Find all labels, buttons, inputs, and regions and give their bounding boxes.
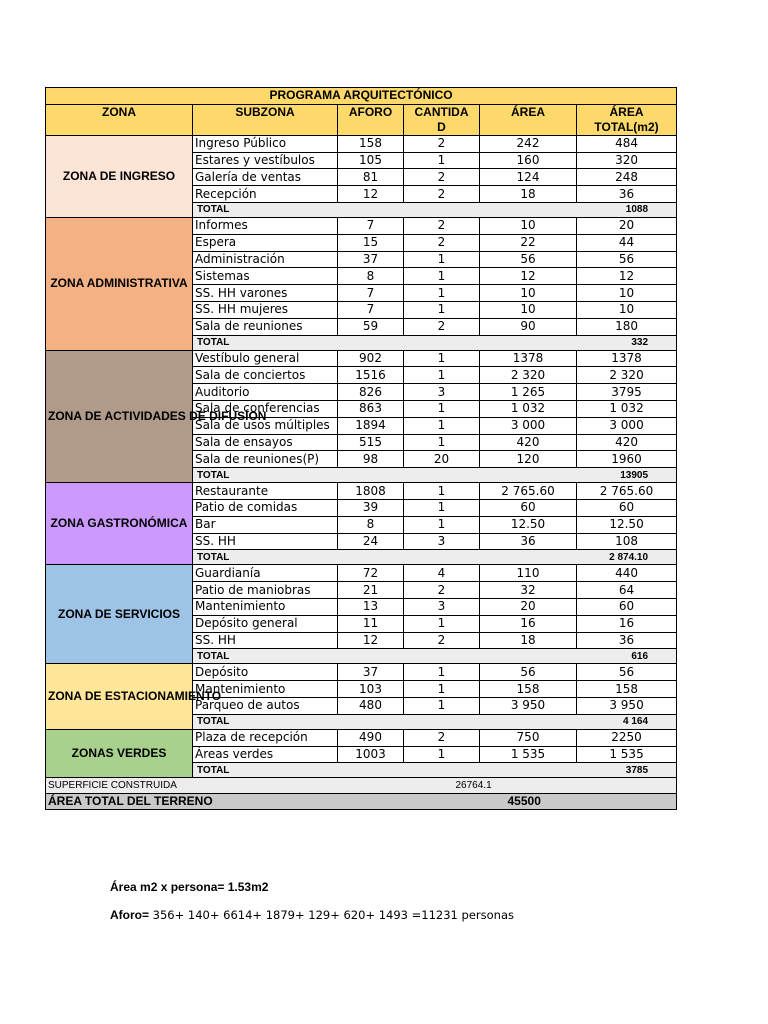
- aforo-value: 37: [338, 664, 404, 681]
- subzone-name: SS. HH: [193, 632, 338, 649]
- header-cantidad: CANTIDA D: [404, 104, 480, 135]
- table-row: [46, 664, 677, 681]
- superficie-construida-row: [46, 778, 677, 794]
- area-value: 124: [480, 169, 577, 186]
- cantidad-value: 1: [404, 516, 480, 533]
- zone-name: ZONA GASTRONÓMICA: [46, 483, 193, 565]
- zone-name: ZONAS VERDES: [46, 729, 193, 778]
- area-total-value: 320: [577, 152, 677, 169]
- subzone-name: Vestíbulo general: [193, 350, 338, 367]
- aforo-value: 902: [338, 350, 404, 367]
- area-total-value: 36: [577, 186, 677, 203]
- aforo-value: 515: [338, 434, 404, 451]
- area-total-value: 10: [577, 301, 677, 318]
- subzone-name: Sala de ensayos: [193, 434, 338, 451]
- aforo-value: 490: [338, 729, 404, 746]
- subzone-name: Espera: [193, 234, 338, 251]
- aforo-value: 21: [338, 582, 404, 599]
- area-total-value: 44: [577, 234, 677, 251]
- aforo-value: 11: [338, 615, 404, 632]
- aforo-value: 98: [338, 451, 404, 468]
- aforo-value: 158: [338, 135, 404, 152]
- program-table-container: [45, 87, 676, 810]
- area-value: 60: [480, 499, 577, 516]
- area-value: 2 765.60: [480, 483, 577, 500]
- table-row: [46, 217, 677, 234]
- note-aforo-label: Aforo=: [110, 908, 149, 922]
- area-value: 56: [480, 251, 577, 268]
- superficie-value: 26764.1: [338, 778, 677, 794]
- subzone-name: Sala de conferencias: [193, 400, 338, 417]
- cantidad-value: 2: [404, 186, 480, 203]
- aforo-value: 24: [338, 533, 404, 550]
- cantidad-value: 1: [404, 697, 480, 714]
- aforo-value: 7: [338, 301, 404, 318]
- area-value: 36: [480, 533, 577, 550]
- area-value: 160: [480, 152, 577, 169]
- header-area-total: ÁREA TOTAL(m2): [577, 104, 677, 135]
- cantidad-value: 2: [404, 729, 480, 746]
- total-value: 1088: [577, 202, 677, 217]
- area-total-value: 60: [577, 598, 677, 615]
- aforo-value: 1003: [338, 746, 404, 763]
- table-row: [46, 565, 677, 582]
- area-total-value: 440: [577, 565, 677, 582]
- area-total-value: 2 320: [577, 367, 677, 384]
- aforo-value: 1516: [338, 367, 404, 384]
- area-value: 1378: [480, 350, 577, 367]
- aforo-value: 7: [338, 217, 404, 234]
- area-total-value: 60: [577, 499, 677, 516]
- cantidad-value: 1: [404, 400, 480, 417]
- area-total-label: ÁREA TOTAL DEL TERRENO: [46, 794, 338, 810]
- aforo-value: 105: [338, 152, 404, 169]
- aforo-value: 15: [338, 234, 404, 251]
- area-value: 1 032: [480, 400, 577, 417]
- area-value: 12: [480, 268, 577, 285]
- superficie-label: SUPERFICIE CONSTRUIDA: [46, 778, 338, 794]
- cantidad-value: 2: [404, 632, 480, 649]
- area-total-value: 45500: [338, 794, 677, 810]
- cantidad-value: 3: [404, 598, 480, 615]
- cantidad-value: 2: [404, 135, 480, 152]
- cantidad-value: 3: [404, 533, 480, 550]
- subzone-name: Plaza de recepción: [193, 729, 338, 746]
- cantidad-value: 2: [404, 234, 480, 251]
- note-area-per-person: Área m2 x persona= 1.53m2: [110, 880, 269, 894]
- cantidad-value: 1: [404, 664, 480, 681]
- aforo-value: 8: [338, 516, 404, 533]
- table-row: [46, 729, 677, 746]
- table-title: PROGRAMA ARQUITECTÓNICO: [46, 88, 677, 105]
- cantidad-value: 1: [404, 681, 480, 698]
- subzone-name: SS. HH: [193, 533, 338, 550]
- subzone-name: Mantenimiento: [193, 598, 338, 615]
- zone-name: ZONA ADMINISTRATIVA: [46, 217, 193, 350]
- total-value: 616: [577, 649, 677, 664]
- table-row: [46, 350, 677, 367]
- area-value: 242: [480, 135, 577, 152]
- subzone-name: Recepción: [193, 186, 338, 203]
- table-row: [46, 483, 677, 500]
- subzone-name: Sala de usos múltiples: [193, 417, 338, 434]
- area-total-value: 180: [577, 318, 677, 335]
- aforo-value: 8: [338, 268, 404, 285]
- cantidad-value: 2: [404, 217, 480, 234]
- cantidad-value: 1: [404, 499, 480, 516]
- total-label: TOTAL: [193, 649, 577, 664]
- area-value: 3 000: [480, 417, 577, 434]
- subzone-name: Informes: [193, 217, 338, 234]
- cantidad-value: 1: [404, 301, 480, 318]
- area-total-value: 56: [577, 251, 677, 268]
- subzone-name: Estares y vestíbulos: [193, 152, 338, 169]
- area-total-value: 108: [577, 533, 677, 550]
- cantidad-value: 1: [404, 434, 480, 451]
- subzone-name: SS. HH mujeres: [193, 301, 338, 318]
- table-header-row: [46, 104, 677, 135]
- aforo-value: 13: [338, 598, 404, 615]
- aforo-value: 1894: [338, 417, 404, 434]
- area-total-value: 3 950: [577, 697, 677, 714]
- header-area: ÁREA: [480, 104, 577, 135]
- area-value: 1 265: [480, 384, 577, 401]
- subzone-name: Áreas verdes: [193, 746, 338, 763]
- area-total-value: 2 765.60: [577, 483, 677, 500]
- subzone-name: Sala de conciertos: [193, 367, 338, 384]
- aforo-value: 863: [338, 400, 404, 417]
- area-total-value: 3795: [577, 384, 677, 401]
- cantidad-value: 1: [404, 367, 480, 384]
- cantidad-value: 1: [404, 251, 480, 268]
- subzone-name: Ingreso Público: [193, 135, 338, 152]
- total-label: TOTAL: [193, 202, 577, 217]
- cantidad-value: 1: [404, 615, 480, 632]
- subzone-name: Mantenimiento: [193, 681, 338, 698]
- aforo-value: 7: [338, 285, 404, 302]
- total-value: 3785: [577, 763, 677, 778]
- area-total-value: 10: [577, 285, 677, 302]
- aforo-value: 12: [338, 186, 404, 203]
- cantidad-value: 4: [404, 565, 480, 582]
- area-total-value: 12: [577, 268, 677, 285]
- header-subzona: SUBZONA: [193, 104, 338, 135]
- subzone-name: Bar: [193, 516, 338, 533]
- architectural-program-table: [45, 87, 677, 810]
- aforo-value: 72: [338, 565, 404, 582]
- subzone-name: Sala de reuniones: [193, 318, 338, 335]
- area-value: 750: [480, 729, 577, 746]
- cantidad-value: 1: [404, 483, 480, 500]
- cantidad-value: 2: [404, 318, 480, 335]
- subzone-name: Patio de comidas: [193, 499, 338, 516]
- cantidad-value: 1: [404, 350, 480, 367]
- area-value: 110: [480, 565, 577, 582]
- area-total-value: 484: [577, 135, 677, 152]
- area-total-value: 36: [577, 632, 677, 649]
- area-total-value: 12.50: [577, 516, 677, 533]
- subzone-name: Parqueo de autos: [193, 697, 338, 714]
- area-total-value: 1 032: [577, 400, 677, 417]
- area-total-value: 2250: [577, 729, 677, 746]
- aforo-value: 81: [338, 169, 404, 186]
- area-value: 56: [480, 664, 577, 681]
- area-total-value: 64: [577, 582, 677, 599]
- area-total-value: 1960: [577, 451, 677, 468]
- header-aforo: AFORO: [338, 104, 404, 135]
- area-value: 158: [480, 681, 577, 698]
- area-value: 16: [480, 615, 577, 632]
- total-label: TOTAL: [193, 468, 577, 483]
- aforo-value: 826: [338, 384, 404, 401]
- area-total-value: 3 000: [577, 417, 677, 434]
- zone-name: ZONA DE INGRESO: [46, 135, 193, 217]
- notes-section: [110, 880, 514, 936]
- area-total-value: 420: [577, 434, 677, 451]
- total-label: TOTAL: [193, 714, 577, 729]
- area-value: 20: [480, 598, 577, 615]
- cantidad-value: 1: [404, 746, 480, 763]
- subzone-name: Guardianía: [193, 565, 338, 582]
- table-row: [46, 135, 677, 152]
- cantidad-value: 1: [404, 268, 480, 285]
- aforo-value: 1808: [338, 483, 404, 500]
- area-value: 1 535: [480, 746, 577, 763]
- cantidad-value: 1: [404, 417, 480, 434]
- total-value: 332: [577, 335, 677, 350]
- table-title-row: [46, 88, 677, 105]
- area-value: 18: [480, 632, 577, 649]
- area-value: 10: [480, 217, 577, 234]
- area-value: 420: [480, 434, 577, 451]
- subzone-name: Administración: [193, 251, 338, 268]
- total-value: 2 874.10: [577, 550, 677, 565]
- subzone-name: Depósito: [193, 664, 338, 681]
- cantidad-value: 2: [404, 169, 480, 186]
- total-label: TOTAL: [193, 335, 577, 350]
- area-value: 18: [480, 186, 577, 203]
- total-value: 13905: [577, 468, 677, 483]
- cantidad-value: 3: [404, 384, 480, 401]
- total-label: TOTAL: [193, 763, 577, 778]
- note-aforo: [110, 908, 514, 922]
- area-value: 90: [480, 318, 577, 335]
- area-total-value: 1378: [577, 350, 677, 367]
- area-total-value: 56: [577, 664, 677, 681]
- subzone-name: SS. HH varones: [193, 285, 338, 302]
- subzone-name: Restaurante: [193, 483, 338, 500]
- subzone-name: Sistemas: [193, 268, 338, 285]
- area-total-value: 158: [577, 681, 677, 698]
- subzone-name: Patio de maniobras: [193, 582, 338, 599]
- cantidad-value: 1: [404, 152, 480, 169]
- total-label: TOTAL: [193, 550, 577, 565]
- area-value: 32: [480, 582, 577, 599]
- area-value: 10: [480, 285, 577, 302]
- zone-name: ZONA DE SERVICIOS: [46, 565, 193, 664]
- area-value: 22: [480, 234, 577, 251]
- aforo-value: 12: [338, 632, 404, 649]
- subzone-name: Auditorio: [193, 384, 338, 401]
- subzone-name: Galería de ventas: [193, 169, 338, 186]
- area-total-value: 16: [577, 615, 677, 632]
- cantidad-value: 2: [404, 582, 480, 599]
- cantidad-value: 20: [404, 451, 480, 468]
- area-total-value: 248: [577, 169, 677, 186]
- note-aforo-value: 356+ 140+ 6614+ 1879+ 129+ 620+ 1493 =11231 personas: [149, 908, 514, 922]
- total-value: 4 164: [577, 714, 677, 729]
- zone-name: ZONA DE ACTIVIDADES DE DIFUSÍON: [46, 350, 193, 483]
- area-total-value: 1 535: [577, 746, 677, 763]
- aforo-value: 37: [338, 251, 404, 268]
- area-value: 3 950: [480, 697, 577, 714]
- zone-name: ZONA DE ESTACIONAMIENTO: [46, 664, 193, 729]
- area-value: 10: [480, 301, 577, 318]
- aforo-value: 59: [338, 318, 404, 335]
- aforo-value: 39: [338, 499, 404, 516]
- aforo-value: 480: [338, 697, 404, 714]
- header-zona: ZONA: [46, 104, 193, 135]
- cantidad-value: 1: [404, 285, 480, 302]
- area-total-value: 20: [577, 217, 677, 234]
- subzone-name: Depósito general: [193, 615, 338, 632]
- aforo-value: 103: [338, 681, 404, 698]
- area-value: 2 320: [480, 367, 577, 384]
- area-value: 120: [480, 451, 577, 468]
- area-total-terreno-row: [46, 794, 677, 810]
- subzone-name: Sala de reuniones(P): [193, 451, 338, 468]
- area-value: 12.50: [480, 516, 577, 533]
